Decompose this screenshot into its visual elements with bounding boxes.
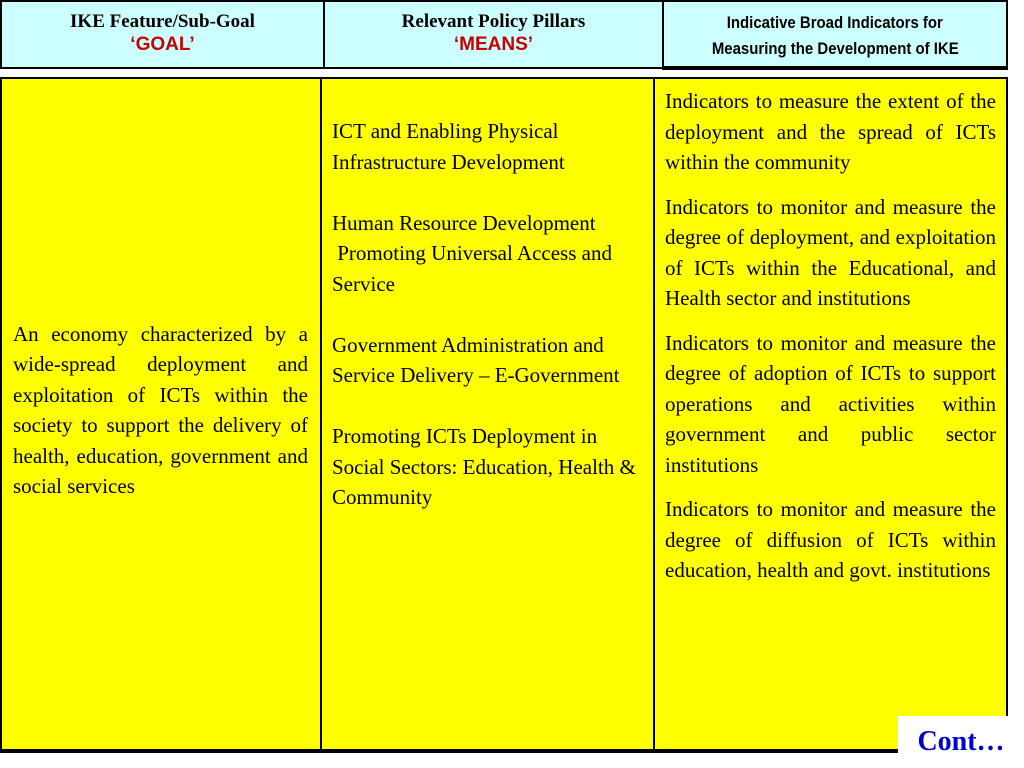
indicator-item: Indicators to monitor and measure the degree of deployment, and exploitation of ICTs within the Educational, and Health sector and institutions [665, 194, 996, 310]
header-means [323, 0, 664, 69]
header-goal [0, 0, 325, 69]
header-indicators [662, 0, 1008, 70]
header-goal-title: IKE Feature/Sub-Goal [70, 11, 255, 32]
header-indicators-line2: Measuring the Development of IKE [711, 39, 959, 58]
pillars-cell [320, 77, 655, 753]
indicator-item: Indicators to monitor and measure the degree of diffusion of ICTs within education, health and govt. institutions [665, 497, 996, 582]
header-goal-subtitle: ‘GOAL’ [130, 34, 195, 55]
indicator-item: Indicators to monitor and measure the degree of adoption of ICTs to support operations and activities within government and public sector institutions [665, 330, 996, 477]
header-means-subtitle: ‘MEANS’ [453, 34, 534, 55]
header-indicators-line1: Indicative Broad Indicators for [726, 13, 944, 32]
goal-text: An economy characterized by a wide-spread deployment and exploitation of ICTs within the society to support the delivery of health, education, government and social services [13, 321, 308, 498]
pillar-item: Promoting ICTs Deployment in Social Sectors: Education, Health & Community [332, 424, 642, 509]
continued-label: Cont… [898, 716, 1024, 768]
header-means-title: Relevant Policy Pillars [401, 11, 586, 32]
pillar-item: ICT and Enabling Physical Infrastructure Development [332, 119, 565, 174]
indicator-item: Indicators to measure the extent of the deployment and the spread of ICTs within the community [665, 89, 996, 174]
indicators-cell [653, 77, 1008, 753]
goal-cell [0, 77, 322, 753]
pillar-item: Human Resource Development Promoting Universal Access and Service [332, 210, 612, 296]
pillar-item: Government Administration and Service Delivery – E-Government [332, 332, 620, 387]
